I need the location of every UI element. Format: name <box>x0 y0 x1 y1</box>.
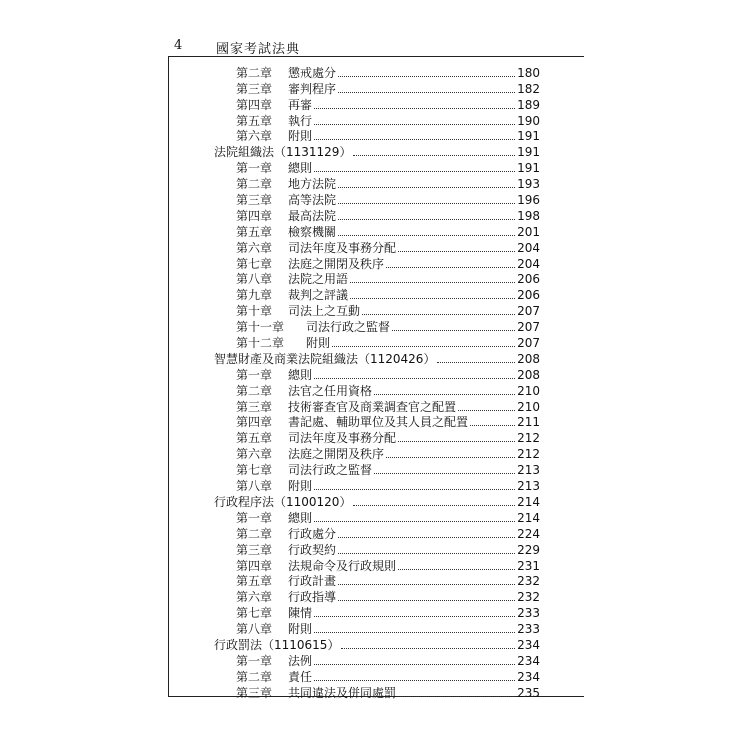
toc-chapter-entry <box>214 541 540 557</box>
chapter-number: 第四章 <box>236 415 273 430</box>
page-ref: 198 <box>517 208 540 223</box>
header-rule <box>168 56 584 57</box>
dot-leader <box>314 680 515 681</box>
dot-leader <box>338 76 515 77</box>
chapter-number: 第三章 <box>236 399 273 414</box>
chapter-number: 第八章 <box>236 479 273 494</box>
chapter-number: 第六章 <box>236 590 273 605</box>
chapter-number: 第一章 <box>236 161 273 176</box>
toc-chapter-entry <box>214 64 540 80</box>
chapter-number: 第二章 <box>236 526 273 541</box>
dot-leader <box>350 282 515 283</box>
chapter-number: 第五章 <box>236 574 273 589</box>
dot-leader <box>314 489 515 490</box>
chapter-number: 第七章 <box>236 463 273 478</box>
left-margin-rule <box>168 56 169 696</box>
chapter-number: 第二章 <box>236 65 273 80</box>
chapter-number: 第三章 <box>236 542 273 557</box>
page-ref: 207 <box>517 336 540 351</box>
toc-chapter-entry <box>214 684 540 700</box>
toc-chapter-entry <box>214 286 540 302</box>
entry-title: 法院之用語 <box>288 272 349 287</box>
entry-title: 附則 <box>306 336 331 351</box>
dot-leader <box>338 235 515 236</box>
entry-title: 裁判之評議 <box>288 288 349 303</box>
entry-title: 法庭之開閉及秩序 <box>288 447 385 462</box>
entry-title: 司法上之互動 <box>288 304 361 319</box>
dot-leader <box>398 251 515 252</box>
page-ref: 208 <box>517 367 540 382</box>
toc-chapter-entry <box>214 318 540 334</box>
dot-leader <box>374 394 515 395</box>
dot-leader <box>314 171 515 172</box>
toc-chapter-entry <box>214 588 540 604</box>
entry-title: 法庭之開閉及秩序 <box>288 256 385 271</box>
entry-title: 司法年度及事務分配 <box>288 431 397 446</box>
entry-title: 附則 <box>288 129 313 144</box>
toc-chapter-entry <box>214 207 540 223</box>
dot-leader <box>338 203 515 204</box>
toc-chapter-entry <box>214 382 540 398</box>
chapter-number: 第二章 <box>236 669 273 684</box>
dot-leader <box>341 648 515 649</box>
chapter-number: 第三章 <box>236 193 273 208</box>
dot-leader <box>338 92 515 93</box>
page-ref: 232 <box>517 590 540 605</box>
entry-title: 行政契約 <box>288 542 337 557</box>
entry-title: 附則 <box>288 622 313 637</box>
toc-chapter-entry <box>214 239 540 255</box>
page-ref: 214 <box>517 494 540 509</box>
toc-law-entry <box>214 493 540 509</box>
dot-leader <box>374 473 515 474</box>
toc-chapter-entry <box>214 366 540 382</box>
dot-leader <box>314 108 515 109</box>
page-ref: 206 <box>517 288 540 303</box>
entry-title: 行政程序法（1100120） <box>214 494 352 509</box>
dot-leader <box>437 362 515 363</box>
entry-title: 司法行政之監督 <box>306 320 391 335</box>
entry-title: 法例 <box>288 653 313 668</box>
page-ref: 229 <box>517 542 540 557</box>
entry-title: 總則 <box>288 161 313 176</box>
chapter-number: 第四章 <box>236 208 273 223</box>
dot-leader <box>314 521 515 522</box>
chapter-number: 第一章 <box>236 367 273 382</box>
toc-chapter-entry <box>214 159 540 175</box>
dot-leader <box>362 314 515 315</box>
chapter-number: 第十章 <box>236 304 273 319</box>
page-ref: 207 <box>517 304 540 319</box>
toc-chapter-entry <box>214 96 540 112</box>
chapter-number: 第八章 <box>236 272 273 287</box>
page-ref: 210 <box>517 383 540 398</box>
entry-title: 責任 <box>288 669 313 684</box>
dot-leader <box>398 569 515 570</box>
entry-title: 陳情 <box>288 606 313 621</box>
chapter-number: 第六章 <box>236 240 273 255</box>
chapter-number: 第五章 <box>236 431 273 446</box>
chapter-number: 第六章 <box>236 129 273 144</box>
page-ref: 201 <box>517 224 540 239</box>
dot-leader <box>350 298 515 299</box>
entry-title: 司法行政之監督 <box>288 463 373 478</box>
toc-chapter-entry <box>214 429 540 445</box>
page-ref: 204 <box>517 240 540 255</box>
toc-chapter-entry <box>214 80 540 96</box>
dot-leader <box>458 410 515 411</box>
page-header <box>168 38 588 58</box>
dot-leader <box>314 632 515 633</box>
chapter-number: 第四章 <box>236 558 273 573</box>
entry-title: 行政計畫 <box>288 574 337 589</box>
toc-law-entry <box>214 636 540 652</box>
chapter-number: 第六章 <box>236 447 273 462</box>
dot-leader <box>353 155 515 156</box>
chapter-number: 第一章 <box>236 510 273 525</box>
toc-chapter-entry <box>214 509 540 525</box>
page-ref: 206 <box>517 272 540 287</box>
toc-chapter-entry <box>214 461 540 477</box>
toc-chapter-entry <box>214 652 540 668</box>
page-ref: 204 <box>517 256 540 271</box>
dot-leader <box>338 187 515 188</box>
chapter-number: 第五章 <box>236 113 273 128</box>
page-number: 4 <box>174 38 183 53</box>
chapter-number: 第二章 <box>236 383 273 398</box>
toc-chapter-entry <box>214 334 540 350</box>
entry-title: 執行 <box>288 113 313 128</box>
page-ref: 193 <box>517 177 540 192</box>
book-title: 國家考試法典 <box>216 42 301 57</box>
chapter-number: 第七章 <box>236 606 273 621</box>
chapter-number: 第三章 <box>236 685 273 700</box>
dot-leader <box>470 425 515 426</box>
entry-title: 技術審查官及商業調查官之配置 <box>288 399 457 414</box>
toc-chapter-entry <box>214 223 540 239</box>
entry-title: 審判程序 <box>288 81 337 96</box>
dot-leader <box>314 139 515 140</box>
chapter-number: 第四章 <box>236 97 273 112</box>
entry-title: 司法年度及事務分配 <box>288 240 397 255</box>
toc-chapter-entry <box>214 604 540 620</box>
page-ref: 213 <box>517 463 540 478</box>
dot-leader <box>338 600 515 601</box>
page-ref: 234 <box>517 669 540 684</box>
dot-leader <box>314 378 515 379</box>
toc-law-entry <box>214 143 540 159</box>
page-ref: 211 <box>517 415 540 430</box>
toc-chapter-entry <box>214 557 540 573</box>
page-ref: 214 <box>517 510 540 525</box>
dot-leader <box>314 664 515 665</box>
page-ref: 232 <box>517 574 540 589</box>
table-of-contents <box>214 64 540 700</box>
dot-leader <box>314 616 515 617</box>
page-ref: 231 <box>517 558 540 573</box>
toc-chapter-entry <box>214 445 540 461</box>
entry-title: 總則 <box>288 510 313 525</box>
page-ref: 189 <box>517 97 540 112</box>
page-ref: 234 <box>517 637 540 652</box>
toc-chapter-entry <box>214 477 540 493</box>
page-ref: 213 <box>517 479 540 494</box>
entry-title: 行政處分 <box>288 526 337 541</box>
chapter-number: 第九章 <box>236 288 273 303</box>
chapter-number: 第一章 <box>236 653 273 668</box>
page-ref: 235 <box>517 685 540 700</box>
page-ref: 191 <box>517 129 540 144</box>
entry-title: 法規命令及行政規則 <box>288 558 397 573</box>
dot-leader <box>338 537 515 538</box>
dot-leader <box>314 124 515 125</box>
page-ref: 233 <box>517 622 540 637</box>
dot-leader <box>386 457 515 458</box>
chapter-number: 第五章 <box>236 224 273 239</box>
page-ref: 191 <box>517 145 540 160</box>
dot-leader <box>386 267 515 268</box>
entry-title: 法院組織法（1131129） <box>214 145 352 160</box>
toc-chapter-entry <box>214 271 540 287</box>
toc-chapter-entry <box>214 398 540 414</box>
toc-chapter-entry <box>214 525 540 541</box>
chapter-number: 第二章 <box>236 177 273 192</box>
entry-title: 最高法院 <box>288 208 337 223</box>
toc-chapter-entry <box>214 668 540 684</box>
entry-title: 地方法院 <box>288 177 337 192</box>
dot-leader <box>338 219 515 220</box>
entry-title: 智慧財產及商業法院組織法（1120426） <box>214 351 436 366</box>
chapter-number: 第十一章 <box>236 320 285 335</box>
page-ref: 191 <box>517 161 540 176</box>
entry-title: 懲戒處分 <box>288 65 337 80</box>
page-ref: 210 <box>517 399 540 414</box>
page-ref: 190 <box>517 113 540 128</box>
page-ref: 207 <box>517 320 540 335</box>
entry-title: 行政指導 <box>288 590 337 605</box>
dot-leader <box>338 584 515 585</box>
toc-chapter-entry <box>214 414 540 430</box>
entry-title: 共同違法及併同處罰 <box>288 685 397 700</box>
toc-chapter-entry <box>214 191 540 207</box>
entry-title: 附則 <box>288 479 313 494</box>
toc-chapter-entry <box>214 112 540 128</box>
page-ref: 212 <box>517 447 540 462</box>
dot-leader <box>338 553 515 554</box>
entry-title: 再審 <box>288 97 313 112</box>
entry-title: 行政罰法（1110615） <box>214 637 340 652</box>
toc-chapter-entry <box>214 573 540 589</box>
entry-title: 高等法院 <box>288 193 337 208</box>
page-ref: 224 <box>517 526 540 541</box>
dot-leader <box>353 505 515 506</box>
chapter-number: 第三章 <box>236 81 273 96</box>
toc-chapter-entry <box>214 302 540 318</box>
entry-title: 法官之任用資格 <box>288 383 373 398</box>
page-ref: 234 <box>517 653 540 668</box>
toc-chapter-entry <box>214 175 540 191</box>
entry-title: 書記處、輔助單位及其人員之配置 <box>288 415 469 430</box>
dot-leader <box>392 330 515 331</box>
page-ref: 208 <box>517 351 540 366</box>
page-ref: 196 <box>517 193 540 208</box>
entry-title: 總則 <box>288 367 313 382</box>
toc-law-entry <box>214 350 540 366</box>
page-ref: 180 <box>517 65 540 80</box>
page-ref: 212 <box>517 431 540 446</box>
dot-leader <box>332 346 515 347</box>
toc-chapter-entry <box>214 620 540 636</box>
chapter-number: 第十二章 <box>236 336 285 351</box>
dot-leader <box>398 441 515 442</box>
toc-chapter-entry <box>214 128 540 144</box>
chapter-number: 第八章 <box>236 622 273 637</box>
toc-chapter-entry <box>214 255 540 271</box>
page-ref: 233 <box>517 606 540 621</box>
page-ref: 182 <box>517 81 540 96</box>
dot-leader <box>398 696 515 697</box>
entry-title: 檢察機關 <box>288 224 337 239</box>
chapter-number: 第七章 <box>236 256 273 271</box>
